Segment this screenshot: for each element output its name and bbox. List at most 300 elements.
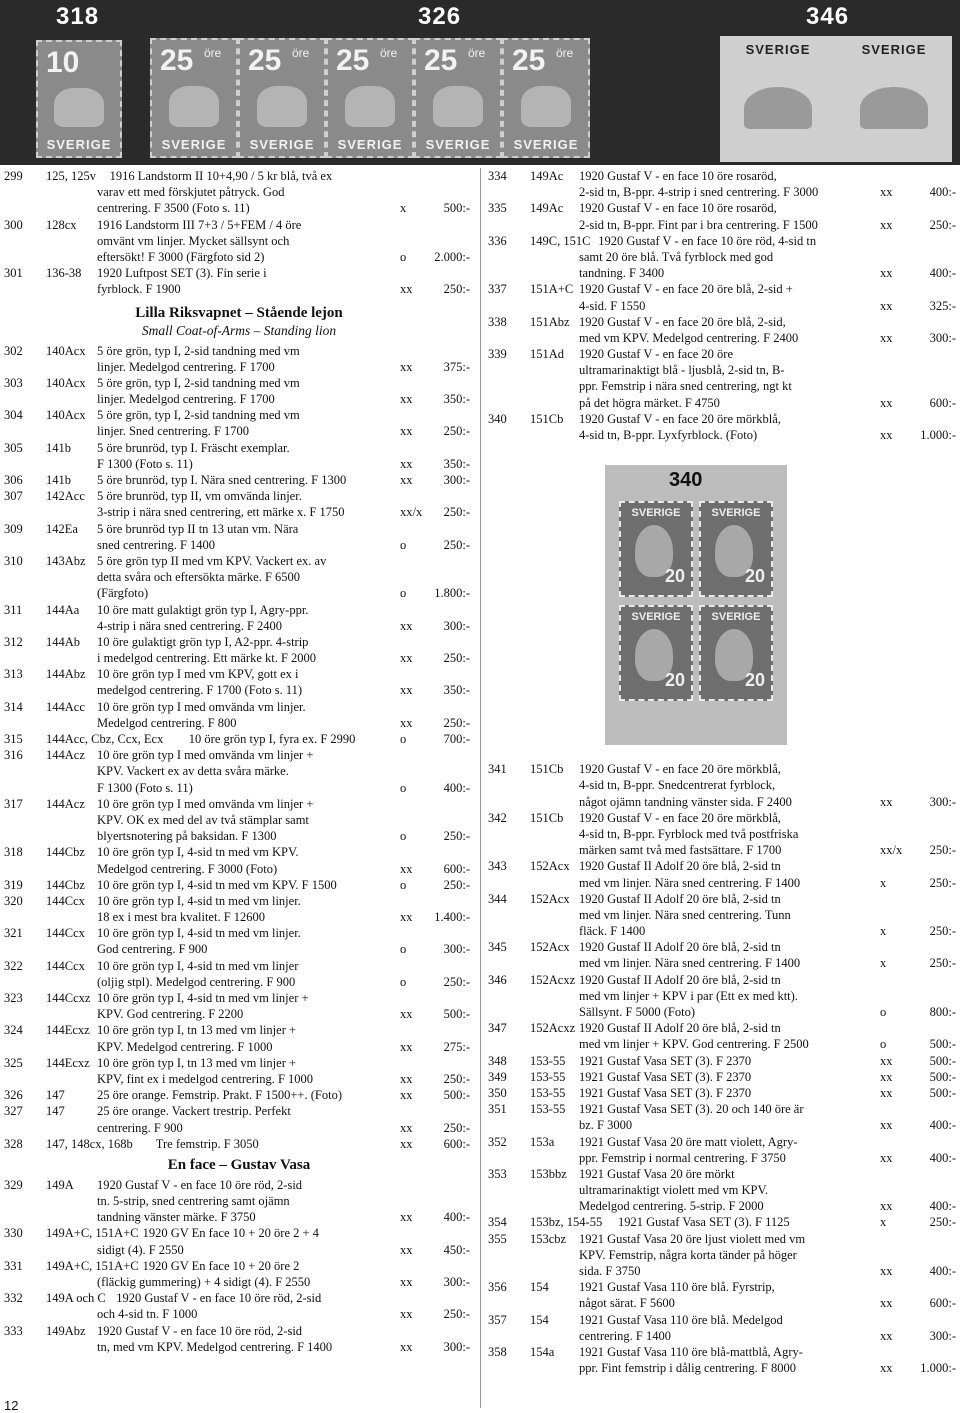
lot-description: 2-sid tn, B-ppr. Fint par i bra centrering. F 1500 <box>579 217 818 232</box>
lot-number: 335 <box>488 201 507 216</box>
catalog-number: 152Acx <box>530 891 570 906</box>
estimate-price: 250:- <box>929 924 956 939</box>
gustaf-stamp-3 <box>619 605 693 701</box>
lot-description: tandning vänster märke. F 3750 <box>97 1210 256 1225</box>
lot-line <box>0 569 478 585</box>
lot-line <box>484 217 960 233</box>
stamp-country: SVERIGE <box>513 137 579 152</box>
lot-description: 1920 Gustaf V - en face 20 öre mörkblå, <box>579 411 781 426</box>
lot-line <box>484 233 960 249</box>
lot-description: 1921 Gustaf Vasa 110 öre blå-mattblå, Agry- <box>579 1344 803 1359</box>
lot-number: 319 <box>4 877 23 892</box>
lot-line <box>484 923 960 939</box>
grade-symbol: xx <box>880 298 893 313</box>
lot-number: 329 <box>4 1177 23 1192</box>
lot-entry <box>0 265 478 297</box>
lot-number: 305 <box>4 440 23 455</box>
lot-entry <box>0 553 478 602</box>
catalog-number: 153-55 <box>530 1053 566 1068</box>
catalog-number: 153cbz <box>530 1231 567 1246</box>
lot-number: 347 <box>488 1021 507 1036</box>
lot-entry <box>484 972 960 1021</box>
grade-symbol: xx <box>400 683 413 698</box>
catalog-number: 147 <box>46 1104 65 1119</box>
estimate-price: 250:- <box>443 537 470 552</box>
lot-entry <box>0 1087 478 1103</box>
estimate-price: 1.000:- <box>920 428 956 442</box>
lot-number: 314 <box>4 699 23 714</box>
grade-symbol: xx/x <box>880 843 903 858</box>
lot-entry <box>484 1085 960 1101</box>
stamp-denomination: 25 <box>512 44 546 77</box>
lot-line <box>0 440 478 456</box>
lot-description: Tre femstrip. F 3050 <box>155 1136 259 1151</box>
lot-list-right-b <box>484 761 960 1376</box>
lot-line <box>0 1193 478 1209</box>
estimate-price: 400:- <box>443 780 470 795</box>
catalog-number: 149A och C <box>46 1291 106 1306</box>
grade-symbol: xx <box>880 1361 893 1376</box>
lot-entry <box>484 1053 960 1069</box>
catalog-number: 143Abz <box>46 553 86 568</box>
lot-description: 10 öre grön typ I med omvända vm linjer + <box>97 748 314 763</box>
lion-emblem-icon <box>169 86 219 127</box>
lot-number: 301 <box>4 266 23 281</box>
lot-number: 323 <box>4 991 23 1005</box>
catalog-number: 149Ac <box>530 201 564 216</box>
lot-line <box>0 909 478 925</box>
stamp-country: SVERIGE <box>711 611 761 623</box>
estimate-price: 250:- <box>929 1215 956 1230</box>
lot-description: 1921 Gustaf Vasa SET (3). F 2370 <box>579 1053 752 1068</box>
estimate-price: 1.000:- <box>920 1361 956 1376</box>
lot-description: 1920 Gustaf II Adolf 20 öre blå, 2-sid tn <box>579 972 781 987</box>
column-divider <box>480 168 481 1408</box>
lot-line <box>484 1198 960 1214</box>
lot-description: F 1300 (Foto s. 11) <box>97 780 193 795</box>
lot-description: KPV, fint ex i medelgod centrering. F 1000 <box>97 1071 314 1086</box>
lot-number: 331 <box>4 1258 23 1273</box>
lot-number: 316 <box>4 748 23 763</box>
stamp-photo-band <box>0 0 960 165</box>
lot-line <box>484 427 960 443</box>
lot-number: 315 <box>4 732 23 746</box>
catalog-number: 153-55 <box>530 1102 566 1117</box>
grade-symbol: xx <box>400 618 413 633</box>
estimate-price: 400:- <box>929 185 956 200</box>
catalog-number: 149C, 151C <box>530 233 591 248</box>
lot-entry <box>0 521 478 553</box>
lot-description: 10 öre grön typ I med omvända vm linjer. <box>97 699 306 714</box>
lot-description: 10 öre grön typ I, 4-sid tn med vm linjer. <box>97 893 301 908</box>
catalog-number: 140Acx <box>46 343 86 358</box>
catalog-number: 153bbz <box>530 1166 567 1181</box>
lot-entry <box>0 1055 478 1087</box>
lot-number: 343 <box>488 859 507 874</box>
lot-entry <box>0 217 478 266</box>
lot-description: 4-sid tn, B-ppr. Snedcentrerat fyrblock, <box>579 778 776 793</box>
stamp-value: 20 <box>744 566 765 586</box>
lot-description: 10 öre gulaktigt grön typ I, A2-ppr. 4-strip <box>97 634 309 649</box>
lion-emblem-icon <box>257 86 307 127</box>
lot-line <box>484 249 960 265</box>
estimate-price: 350:- <box>443 683 470 698</box>
estimate-price: 400:- <box>929 1118 956 1133</box>
lot-number: 317 <box>4 796 23 811</box>
lot-description: 10 öre grön typ I, 4-sid tn med vm KPV. <box>97 845 299 860</box>
lot-description: 4-strip i nära sned centrering. F 2400 <box>97 618 283 633</box>
lot-line <box>0 375 478 391</box>
estimate-price: 1.800:- <box>434 586 470 601</box>
lot-description: 1920 Gustaf V - en face 20 öre blå, 2-sid, <box>579 314 786 329</box>
lot-entry <box>0 796 478 845</box>
lot-line <box>0 1120 478 1136</box>
lot-line <box>0 1055 478 1071</box>
estimate-price: 600:- <box>443 1136 470 1151</box>
lot-entry <box>0 1225 478 1257</box>
lot-number: 354 <box>488 1215 507 1230</box>
lot-entry <box>0 1323 478 1355</box>
lot-line <box>0 780 478 796</box>
lot-line <box>0 456 478 472</box>
lot-description: 10 öre grön typ I, 4-sid tn med vm linjer <box>97 958 299 973</box>
lot-entry <box>0 343 478 375</box>
lot-number: 339 <box>488 347 507 362</box>
lot-line <box>484 281 960 297</box>
lot-description: 10 öre grön typ I, 4-sid tn med vm linjer + <box>97 991 309 1005</box>
lot-number: 307 <box>4 489 23 504</box>
lot-entry <box>484 1344 960 1376</box>
lot-description: tn, med vm KPV. Medelgod centrering. F 1400 <box>97 1339 333 1354</box>
left-column <box>0 168 478 1355</box>
grade-symbol: xx <box>400 456 413 471</box>
gustaf-stamp-4 <box>699 605 773 701</box>
lot-number: 336 <box>488 233 507 248</box>
lot-number: 334 <box>488 169 507 183</box>
estimate-price: 300:- <box>443 1275 470 1289</box>
lot-description: med vm KPV. Medelgod centrering. F 2400 <box>579 330 799 345</box>
estimate-price: 350:- <box>443 392 470 407</box>
lot-line <box>0 812 478 828</box>
lot-line <box>484 777 960 793</box>
stamp-country: SVERIGE <box>337 137 403 152</box>
lot-line <box>0 1274 478 1290</box>
catalog-number: 144Acc, Cbz, Ccx, Ecx <box>46 732 164 746</box>
lot-line <box>484 411 960 427</box>
catalog-number: 144Aa <box>46 602 80 617</box>
grade-symbol: xx <box>880 266 893 281</box>
lot-list-left-a <box>0 168 478 298</box>
stamp-country: SVERIGE <box>745 42 811 57</box>
grade-symbol: xx <box>400 1242 413 1257</box>
lot-line <box>0 407 478 423</box>
stamp-country: SVERIGE <box>861 42 927 57</box>
lot-line <box>0 1087 478 1103</box>
grade-symbol: o <box>400 942 407 957</box>
estimate-price: 250:- <box>443 424 470 439</box>
lot-entry <box>484 1101 960 1133</box>
lot-line <box>484 1295 960 1311</box>
catalog-number: 152Acxz <box>530 972 576 987</box>
lot-list-right-a <box>484 168 960 443</box>
lot-description: tn. 5-strip, sned centrering samt ojämn <box>97 1194 290 1209</box>
lot-line <box>0 504 478 520</box>
lot-description: på det högra märket. F 4750 <box>579 395 720 410</box>
lot-line <box>484 1214 960 1230</box>
lot-entry <box>0 699 478 731</box>
lot-line <box>0 650 478 666</box>
lot-number: 299 <box>4 169 23 183</box>
grade-symbol: xx <box>880 794 893 809</box>
grade-symbol: xx/x <box>400 505 423 520</box>
lot-line <box>0 877 478 893</box>
catalog-number: 154 <box>530 1280 549 1295</box>
lot-number: 302 <box>4 343 23 358</box>
lot-number: 325 <box>4 1055 23 1070</box>
catalog-number: 140Acx <box>46 408 86 423</box>
lot-description: omvänt vm linjer. Mycket sällsynt och <box>97 233 290 248</box>
lot-line <box>484 298 960 314</box>
estimate-price: 400:- <box>443 1210 470 1225</box>
lot-entry <box>484 1231 960 1280</box>
lot-number: 304 <box>4 408 23 423</box>
stamp-country: SVERIGE <box>631 507 681 519</box>
catalog-number: 152Acx <box>530 940 570 955</box>
lot-line <box>484 955 960 971</box>
lot-description: 5 öre grön, typ I, 2-sid tandning med vm <box>97 408 300 423</box>
catalog-number: 149Ac <box>530 169 564 183</box>
lot-number: 337 <box>488 282 507 297</box>
lot-line <box>0 521 478 537</box>
lot-line <box>0 472 478 488</box>
lot-description: ppr. Femstrip i nära sned centrering, ngt kt <box>579 379 792 394</box>
estimate-price: 300:- <box>443 942 470 957</box>
lot-line <box>484 761 960 777</box>
stamp-ore-label: öre <box>292 46 310 60</box>
lot-entry <box>0 168 478 217</box>
lot-entry <box>0 1177 478 1226</box>
estimate-price: 250:- <box>443 1120 470 1135</box>
lot-line <box>0 249 478 265</box>
lot-line <box>0 893 478 909</box>
lot-entry <box>0 666 478 698</box>
lot-label-318: 318 <box>56 3 100 30</box>
stamp-country: SVERIGE <box>711 507 761 519</box>
lot-line <box>0 1242 478 1258</box>
lot-description: 1920 Gustaf V - en face 20 öre blå, 2-sid + <box>579 282 793 297</box>
lot-description: Medelgod centrering. F 3000 (Foto) <box>97 861 278 876</box>
lot-line <box>0 1103 478 1119</box>
lot-line <box>484 972 960 988</box>
lot-description: något särat. F 5600 <box>579 1296 675 1311</box>
lot-number: 321 <box>4 926 23 941</box>
lot-number: 355 <box>488 1231 507 1246</box>
lot-entry <box>484 1166 960 1215</box>
catalog-number: 151A+C <box>530 282 574 297</box>
lot-line <box>484 184 960 200</box>
lot-line <box>0 343 478 359</box>
lot-entry <box>0 1103 478 1135</box>
lot-line <box>0 265 478 281</box>
estimate-price: 400:- <box>929 266 956 281</box>
stamp-value: 20 <box>664 566 685 586</box>
lot-line <box>0 699 478 715</box>
lot-list-left-b <box>0 343 478 1152</box>
lot-number: 330 <box>4 1226 23 1241</box>
lot-line <box>0 359 478 375</box>
lot-number: 310 <box>4 553 23 568</box>
lot-description: med vm linjer. Nära sned centrering. F 1400 <box>579 956 801 971</box>
lot-line <box>0 763 478 779</box>
lot-number: 341 <box>488 762 507 777</box>
stamp-denomination: 25 <box>424 44 458 77</box>
lot-description: eftersökt! F 3000 (Färgfoto sid 2) <box>97 249 265 264</box>
catalog-number: 149A+C, 151A+C <box>46 1226 139 1241</box>
catalog-number: 142Acc <box>46 489 85 504</box>
lot-line <box>0 1136 478 1152</box>
lot-label-326: 326 <box>418 3 462 30</box>
lot-description: centrering. F 1400 <box>579 1328 671 1343</box>
catalog-number: 151Cb <box>530 762 564 777</box>
estimate-price: 375:- <box>443 359 470 374</box>
lot-line <box>0 602 478 618</box>
lot-number: 313 <box>4 667 23 682</box>
lot-entry <box>484 200 960 232</box>
grade-symbol: xx <box>400 715 413 730</box>
stamp-318-lion <box>36 40 122 158</box>
lot-entry <box>0 877 478 893</box>
estimate-price: 300:- <box>443 473 470 487</box>
grade-symbol: x <box>880 924 887 939</box>
lot-number: 344 <box>488 891 507 906</box>
stamp-326-lion-1 <box>150 38 238 158</box>
section-subtitle-standing-lion: Small Coat-of-Arms – Standing lion <box>141 322 337 338</box>
lot-number: 312 <box>4 634 23 649</box>
lot-line <box>484 362 960 378</box>
lot-number: 342 <box>488 810 507 825</box>
lot-description: 1921 Gustaf Vasa 110 öre blå. Medelgod <box>579 1312 783 1327</box>
lot-line <box>484 1053 960 1069</box>
catalog-number: 144Ecxz <box>46 1055 90 1070</box>
lot-description: KPV. Vackert ex av detta svåra märke. <box>97 764 289 779</box>
lot-description: 1921 Gustaf Vasa 20 öre ljust violett med vm <box>579 1231 806 1246</box>
grade-symbol: xx <box>880 1264 893 1278</box>
lot-entry <box>0 844 478 876</box>
lot-entry <box>484 858 960 890</box>
lot-description: 10 öre grön typ I, 4-sid tn med vm KPV. F 1500 <box>97 877 337 892</box>
catalog-number: 153bz, 154-55 <box>530 1215 603 1230</box>
catalog-number: 140Acx <box>46 375 86 390</box>
lot-description: Medelgod centrering. 5-strip. F 2000 <box>579 1199 764 1214</box>
lot-entry <box>484 346 960 411</box>
estimate-price: 350:- <box>443 456 470 471</box>
lot-description: Sällsynt. F 5000 (Foto) <box>579 1005 695 1019</box>
lot-description: linjer. Medelgod centrering. F 1700 <box>97 392 275 407</box>
stamp-ore-label: öre <box>380 46 398 60</box>
stamp-block-340-photo <box>605 465 787 745</box>
stamp-country: SVERIGE <box>46 137 112 152</box>
lot-line <box>484 1085 960 1101</box>
lot-description: 5 öre grön typ II med vm KPV. Vackert ex. av <box>97 553 327 568</box>
lot-line <box>0 844 478 860</box>
grade-symbol: xx <box>400 1071 413 1086</box>
lot-description: 10 öre grön typ I, tn 13 med vm linjer + <box>97 1055 297 1070</box>
grade-symbol: xx <box>880 1150 893 1165</box>
lot-description: 5 öre brunröd, typ I. Fräscht exemplar. <box>97 440 290 455</box>
lot-line <box>0 1071 478 1087</box>
catalog-number: 154 <box>530 1312 549 1327</box>
lot-description: märken samt två med fastsättare. F 1700 <box>579 843 782 858</box>
lot-description: 10 öre grön typ I, tn 13 med vm linjer + <box>97 1023 297 1038</box>
right-column <box>484 168 960 1376</box>
grade-symbol: xx <box>400 1039 413 1054</box>
lot-number: 322 <box>4 958 23 973</box>
lot-number: 328 <box>4 1136 23 1151</box>
grade-symbol: o <box>400 586 407 601</box>
lot-entry <box>0 1290 478 1322</box>
lot-number: 326 <box>4 1088 23 1103</box>
estimate-price: 1.400:- <box>434 910 470 925</box>
lot-line <box>484 826 960 842</box>
lot-description: 1921 Gustaf Vasa SET (3). 20 och 140 öre är <box>579 1102 804 1117</box>
estimate-price: 250:- <box>443 282 470 297</box>
lot-number: 348 <box>488 1053 507 1068</box>
grade-symbol: xx <box>400 1088 413 1103</box>
lot-description: 1920 Gustaf V - en face 10 öre rosaröd, <box>579 201 777 216</box>
lot-description: 1920 Gustaf V - en face 20 öre mörkblå, <box>579 810 781 825</box>
lot-entry <box>484 168 960 200</box>
lot-number: 358 <box>488 1344 507 1359</box>
catalog-number: 141b <box>46 440 71 455</box>
lot-entry <box>484 1214 960 1230</box>
grade-symbol: o <box>400 732 407 746</box>
lot-description: 4-sid tn, B-ppr. Fyrblock med två postfriska <box>579 826 799 841</box>
estimate-price: 250:- <box>929 956 956 971</box>
lot-description: 1921 Gustaf Vasa SET (3). F 2370 <box>579 1069 752 1084</box>
lot-line <box>484 1150 960 1166</box>
lot-description: 1921 Gustaf Vasa 110 öre blå. Fyrstrip, <box>579 1280 775 1295</box>
lot-number: 333 <box>4 1323 23 1338</box>
grade-symbol: xx <box>400 1136 413 1151</box>
catalog-number: 144Ccx <box>46 958 85 973</box>
lot-description: varav ett med förskjutet påtryck. God <box>97 185 285 200</box>
lot-description: 1920 GV En face 10 + 20 öre 2 + 4 <box>142 1226 319 1241</box>
lot-entry <box>484 1069 960 1085</box>
catalog-number: 125, 125v <box>46 169 96 183</box>
grade-symbol: xx <box>880 1199 893 1214</box>
lot-description: Medelgod centrering. F 800 <box>97 715 237 730</box>
lot-description: 1920 Gustaf V - en face 10 öre röd, 2-sid <box>97 1323 303 1338</box>
stamp-326-lion-5 <box>502 38 590 158</box>
lot-number: 309 <box>4 521 23 536</box>
stamp-value: 20 <box>664 670 685 690</box>
lot-number: 349 <box>488 1069 507 1084</box>
lot-description: 2-sid tn, B-ppr. 4-strip i sned centrering. F 3000 <box>579 185 819 200</box>
stamp-ore-label: öre <box>468 46 486 60</box>
lot-entry <box>0 925 478 957</box>
estimate-price: 600:- <box>929 1296 956 1311</box>
estimate-price: 250:- <box>443 651 470 666</box>
lot-entry <box>0 1258 478 1290</box>
lot-line <box>484 1263 960 1279</box>
stamp-denomination: 25 <box>160 44 194 77</box>
lot-description: centrering. F 3500 (Foto s. 11) <box>97 201 250 216</box>
grade-symbol: xx <box>880 185 893 200</box>
lot-line <box>484 1166 960 1182</box>
lot-number: 332 <box>4 1291 23 1306</box>
lot-number: 311 <box>4 602 23 617</box>
lot-description: 1920 Gustaf V - en face 20 öre <box>579 347 734 362</box>
